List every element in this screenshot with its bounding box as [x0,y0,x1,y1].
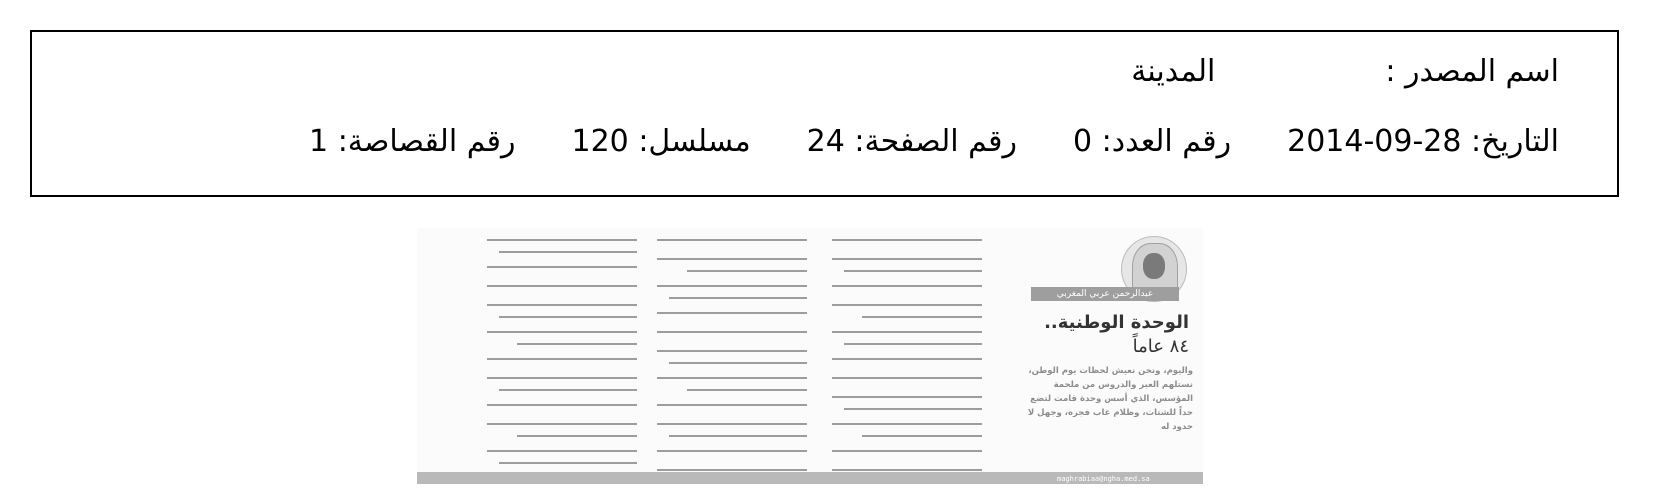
text-line [832,396,982,398]
serial-field [572,124,751,160]
text-line [657,423,807,425]
text-line [832,377,982,379]
text-line [499,251,637,253]
serial-value: 120 [571,124,629,159]
text-line [657,450,807,452]
author-email: maghrabiaa@ngha.med.sa [1057,475,1150,483]
newspaper-clipping [417,228,1203,484]
text-line [487,266,637,268]
body-column [487,230,637,456]
date-value: 2014-09-28 [1287,124,1462,159]
text-line [669,297,807,299]
text-line [487,377,637,379]
text-line [657,331,807,333]
text-line [487,404,637,406]
text-line [657,404,807,406]
clipping-footer [417,472,1203,484]
info-line [309,124,1559,160]
text-line [487,285,637,287]
text-line [517,435,637,437]
article-headline: الوحدة الوطنية.. [1044,312,1189,333]
clip-number-label: رقم القصاصة: [337,124,516,159]
page-field [807,124,1017,160]
source-label: اسم المصدر : [1385,54,1559,89]
page-value: 24 [806,124,845,159]
date-label: التاريخ: [1471,124,1559,159]
author-name: عبدالرحمن عربي المغربي [1031,287,1179,301]
body-column [657,230,807,456]
text-line [862,435,982,437]
source-line [1131,54,1559,90]
text-line [832,331,982,333]
body-column [832,230,982,456]
date-field [1287,124,1559,160]
text-line [832,239,982,241]
issue-value: 0 [1072,124,1093,159]
text-line [517,343,637,345]
text-line [832,423,982,425]
text-line [487,239,637,241]
issue-field [1073,124,1231,160]
text-line [844,270,982,272]
text-line [832,469,982,471]
text-line [657,258,807,260]
clip-number-value: 1 [309,124,329,159]
text-line [844,408,982,410]
issue-label: رقم العدد: [1101,124,1232,159]
text-line [669,362,807,364]
text-line [832,450,982,452]
text-line [657,377,807,379]
text-line [499,462,637,464]
metadata-box [30,30,1619,197]
article-header [1019,232,1199,456]
source-value: المدينة [1131,54,1216,89]
text-line [487,358,637,360]
text-line [487,450,637,452]
text-line [657,469,807,471]
text-line [657,350,807,352]
article-lead: واليوم، ونحن نعيش لحظات يوم الوطن، نستلهم العبر والدروس من ملحمة المؤسس، الذي أسس وحدة قامت لتضع حداً للشتات، وظلام غاب فجره، وجهل لا حدود له [1027,366,1193,432]
text-line [499,389,637,391]
text-line [657,312,807,314]
text-line [657,285,807,287]
text-line [687,389,807,391]
serial-label: مسلسل: [638,124,751,159]
text-line [832,258,982,260]
text-line [832,285,982,287]
text-line [687,270,807,272]
text-line [487,304,637,306]
text-line [487,331,637,333]
text-line [862,316,982,318]
text-line [832,304,982,306]
text-line [657,239,807,241]
text-line [669,435,807,437]
article-subheadline: ٨٤ عاماً [1132,336,1189,357]
text-line [487,423,637,425]
clip-number-field [309,124,515,160]
text-line [499,316,637,318]
text-line [844,343,982,345]
page-label: رقم الصفحة: [854,124,1017,159]
text-line [832,358,982,360]
